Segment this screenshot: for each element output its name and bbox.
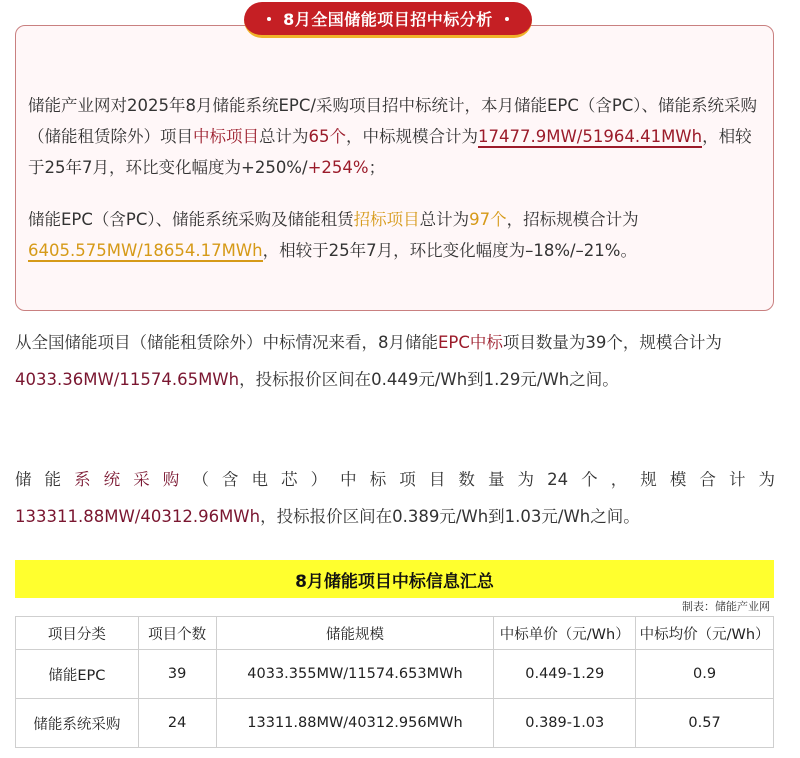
highlight-epc-award: EPC中标	[438, 333, 503, 352]
text: 项目数量为39个，规模合计为	[502, 333, 722, 352]
text: ，中标规模合计为	[346, 127, 478, 146]
table-row	[16, 699, 774, 748]
highlight-tender-projects: 招标项目	[353, 210, 420, 229]
summary-paragraph-award	[28, 90, 761, 183]
text: 储能	[15, 470, 75, 489]
text: 储能产业网对2025年8月储能系统EPC/采购项目招中标统计，本月储能EPC（含PC）、储能系统采购（储能租赁除外）项目	[28, 96, 758, 146]
table	[15, 616, 774, 748]
bullet-dot-icon	[505, 17, 509, 21]
highlight-system-procurement: 系统采购	[74, 470, 193, 489]
text: ，投标报价区间在0.449元/Wh到1.29元/Wh之间。	[239, 370, 619, 389]
award-summary-table	[15, 560, 774, 748]
highlight-award-count: 65个	[308, 127, 346, 146]
paragraph-line	[15, 498, 775, 535]
column-header: 中标均价（元/Wh）	[636, 617, 774, 650]
table-cell: 0.57	[636, 699, 774, 748]
highlight-epc-scale: 4033.36MW/11574.65MWh	[15, 370, 240, 389]
summary-box	[15, 25, 774, 311]
highlight-procurement-scale: 133311.88MW/40312.96MWh	[15, 507, 261, 526]
text: ，招标规模合计为	[506, 210, 639, 229]
table-credit: 制表：储能产业网	[15, 598, 774, 616]
text: ，相较于25年7月，环比变化幅度为+250%/	[28, 127, 752, 177]
text: （含电芯）中标项目数量为24个，规模合计为	[192, 470, 776, 489]
system-procurement-paragraph	[15, 461, 775, 535]
banner-title: 8月全国储能项目招中标分析	[283, 10, 493, 29]
table-cell: 13311.88MW/40312.956MWh	[216, 699, 494, 748]
text: ，投标报价区间在0.389元/Wh到1.03元/Wh之间。	[260, 507, 640, 526]
epc-award-paragraph	[15, 324, 775, 398]
column-header: 项目个数	[138, 617, 216, 650]
text: 总计为	[419, 210, 470, 229]
table-title: 8月储能项目中标信息汇总	[15, 560, 774, 598]
column-header: 中标单价（元/Wh）	[494, 617, 636, 650]
table-cell: 储能EPC	[16, 650, 139, 699]
summary-paragraph-tender	[28, 204, 761, 266]
highlight-award-change: +254%	[307, 158, 369, 177]
table-cell: 24	[138, 699, 216, 748]
table-cell: 0.9	[636, 650, 774, 699]
highlight-award-scale: 17477.9MW/51964.41MWh	[478, 127, 703, 146]
column-header: 项目分类	[16, 617, 139, 650]
bullet-dot-icon	[267, 17, 271, 21]
text: 总计为	[259, 127, 309, 146]
table-cell: 0.389-1.03	[494, 699, 636, 748]
highlight-award-projects: 中标项目	[193, 127, 259, 146]
table-cell: 39	[138, 650, 216, 699]
paragraph-line	[15, 461, 775, 498]
text: ，相较于25年7月，环比变化幅度为–18%/–21%。	[262, 241, 637, 260]
text: 从全国储能项目（储能租赁除外）中标情况来看，8月储能	[15, 333, 438, 352]
table-cell: 4033.355MW/11574.653MWh	[216, 650, 494, 699]
highlight-tender-scale: 6405.575MW/18654.17MWh	[28, 241, 263, 260]
column-header: 储能规模	[216, 617, 494, 650]
section-banner	[244, 2, 532, 38]
table-header-row	[16, 617, 774, 650]
highlight-tender-count: 97个	[469, 210, 507, 229]
table-row	[16, 650, 774, 699]
text: 储能EPC（含PC）、储能系统采购及储能租赁	[28, 210, 354, 229]
table-cell: 0.449-1.29	[494, 650, 636, 699]
text: ；	[368, 158, 386, 177]
table-cell: 储能系统采购	[16, 699, 139, 748]
